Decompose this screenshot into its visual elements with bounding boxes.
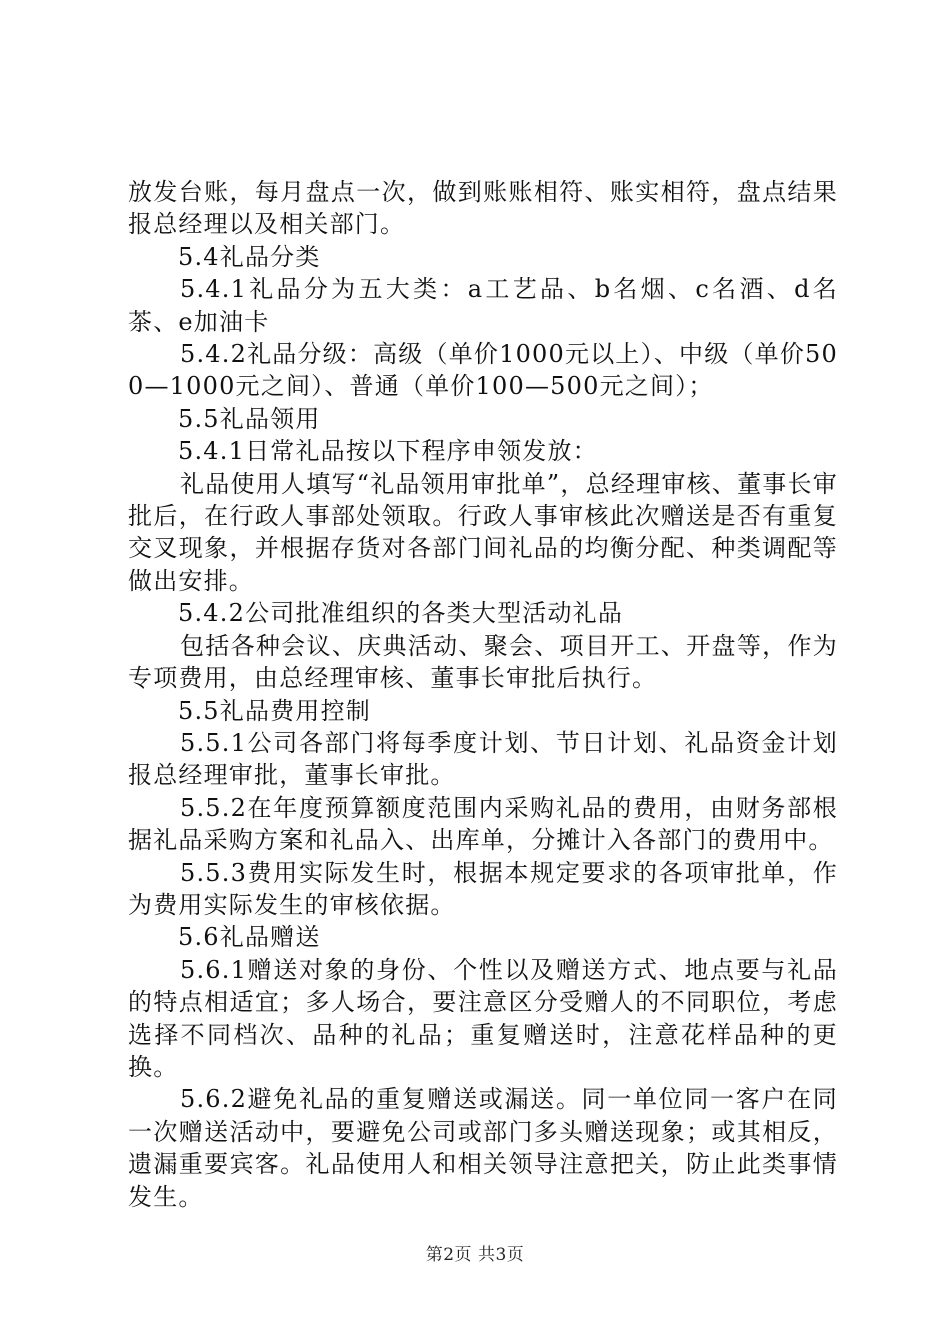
clause-gift-suitability: 5.6.1赠送对象的身份、个性以及赠送方式、地点要与礼品的特点相适宜；多人场合，要注意区分受赠人的不同职位，考虑选择不同档次、品种的礼品；重复赠送时，注意花样品种的更换。 bbox=[128, 955, 838, 1081]
heading-gift-cost-control: 5.5礼品费用控制 bbox=[178, 696, 371, 725]
heading-daily-gift-procedure: 5.4.1日常礼品按以下程序申领发放： bbox=[178, 437, 598, 466]
heading-gift-giving: 5.6礼品赠送 bbox=[178, 923, 321, 952]
page-footer: 第2页 共3页 bbox=[425, 1245, 525, 1265]
clause-gift-grades: 5.4.2礼品分级：高级（单价1000元以上）、中级（单价500—1000元之间）、普通（单价100—500元之间）； bbox=[128, 340, 838, 401]
document-body bbox=[128, 176, 838, 1213]
heading-gift-requisition: 5.5礼品领用 bbox=[178, 404, 321, 433]
clause-avoid-duplicates: 5.6.2避免礼品的重复赠送或漏送。同一单位同一客户在同一次赠送活动中，要避免公司或部门多头赠送现象；或其相反，遗漏重要宾客。礼品使用人和相关领导注意把关，防止此类事情发生。 bbox=[128, 1085, 838, 1211]
paragraph-requisition-procedure: 礼品使用人填写“礼品领用审批单”，总经理审核、董事长审批后，在行政人事部处领取。行政人事审核此次赠送是否有重复交叉现象，并根据存货对各部门间礼品的均衡分配、种类调配等做出安排。 bbox=[128, 469, 838, 595]
clause-gift-categories: 5.4.1礼品分为五大类：a工艺品、b名烟、c名酒、d名茶、e加油卡 bbox=[128, 275, 838, 336]
paragraph-inventory: 放发台账，每月盘点一次，做到账账相符、账实相符，盘点结果报总经理以及相关部门。 bbox=[128, 178, 838, 239]
paragraph-large-event-gifts: 包括各种会议、庆典活动、聚会、项目开工、开盘等，作为专项费用，由总经理审核、董事长审批后执行。 bbox=[128, 631, 838, 693]
heading-gift-classification: 5.4礼品分类 bbox=[178, 242, 321, 271]
clause-audit-basis: 5.5.3费用实际发生时，根据本规定要求的各项审批单，作为费用实际发生的审核依据。 bbox=[128, 858, 838, 919]
clause-budget-plans: 5.5.1公司各部门将每季度计划、节日计划、礼品资金计划报总经理审批，董事长审批。 bbox=[128, 728, 838, 790]
clause-cost-allocation: 5.5.2在年度预算额度范围内采购礼品的费用，由财务部根据礼品采购方案和礼品入、出库单，分摊计入各部门的费用中。 bbox=[128, 793, 838, 855]
heading-large-event-gifts: 5.4.2公司批准组织的各类大型活动礼品 bbox=[178, 599, 624, 628]
